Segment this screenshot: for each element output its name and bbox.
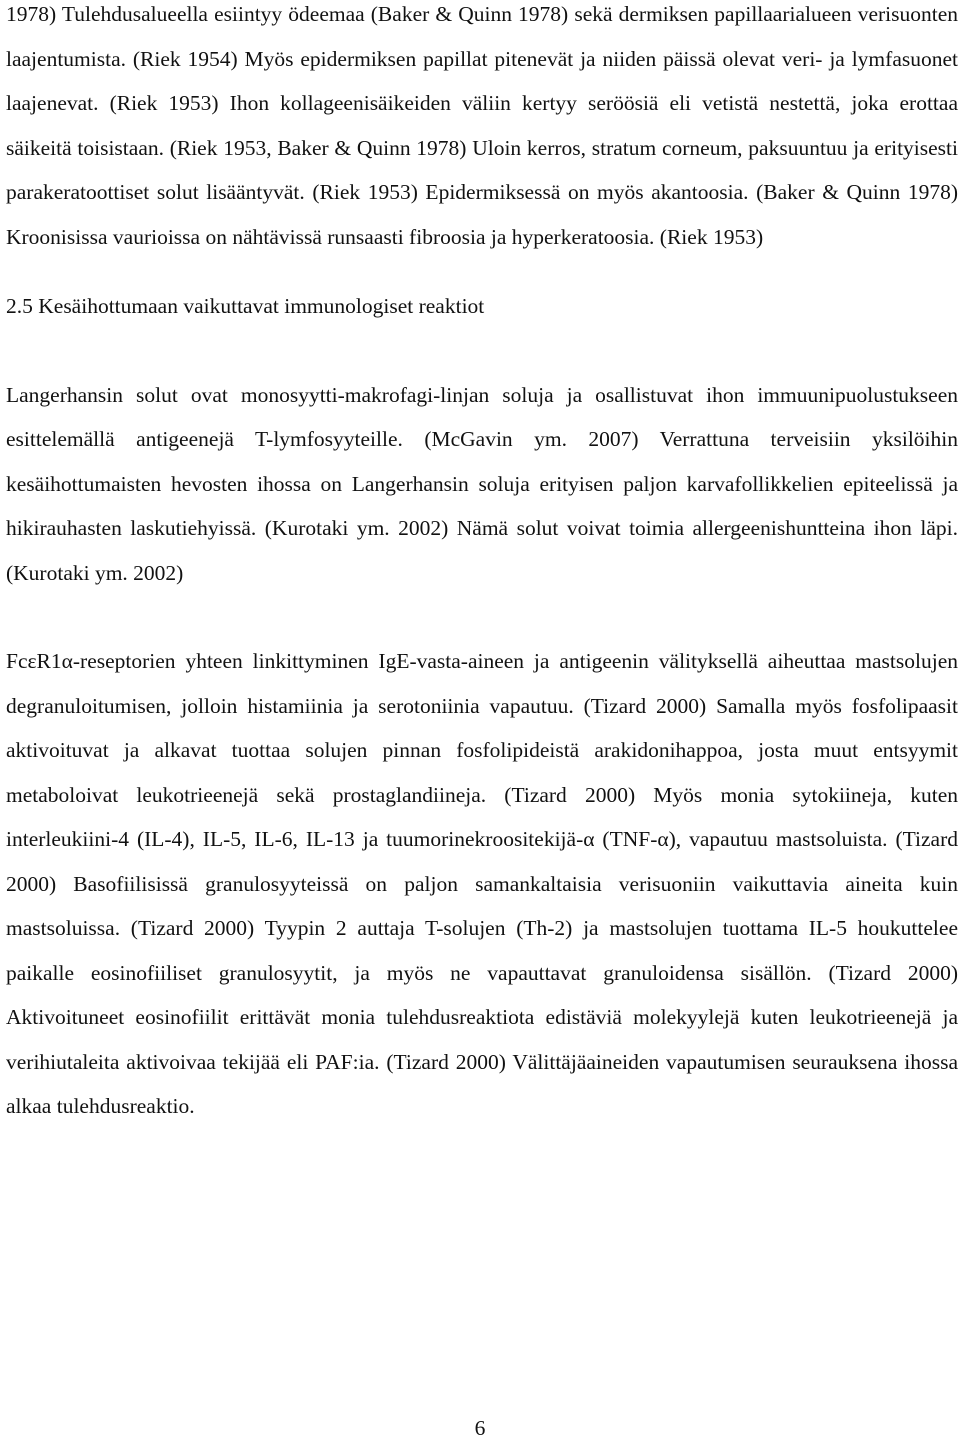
paragraph-langerhans-cells: Langerhansin solut ovat monosyytti-makrofagi-linjan soluja ja osallistuvat ihon immuunipuolustukseen esittelemällä antigeenejä T-lymfosyyteille. (McGavin ym. 2007) Verrattuna terveisiin yksilöihin kesäihottumaisten hevosten ihossa on Langerhansin soluja erityisen paljon karvafollikkelien epiteelissä ja hikirauhasten laskutiehyissä. (Kurotaki ym. 2002) Nämä solut voivat toimia allergeenishuntteina ihon läpi. (Kurotaki ym. 2002) [6, 382, 958, 585]
document-page [6, 0, 958, 1129]
section-heading: 2.5 Kesäihottumaan vaikuttavat immunologiset reaktiot [6, 294, 485, 318]
paragraph-histopathology: 1978) Tulehdusalueella esiintyy ödeemaa (Baker & Quinn 1978) sekä dermiksen papillaarialueen verisuonten laajentumista. (Riek 1954) Myös epidermiksen papillat pitenevät ja niiden päissä olevat veri- ja lymfasuonet laajenevat. (Riek 1953) Ihon kollageenisäikeiden väliin kertyy seröösiä eli vetistä nestettä, joka erottaa säikeitä toisistaan. (Riek 1953, Baker & Quinn 1978) Uloin kerros, stratum corneum, paksuuntuu ja erityisesti parakeratoottiset solut lisääntyvät. (Riek 1953) Epidermiksessä on myös akantoosia. (Baker & Quinn 1978) Kroonisissa vaurioissa on nähtävissä runsaasti fibroosia ja hyperkeratoosia. (Riek 1953) [6, 2, 958, 249]
page-number: 6 [474, 1416, 486, 1440]
paragraph-mast-cell-degranulation: FcεR1α-reseptorien yhteen linkittyminen IgE-vasta-aineen ja antigeenin välityksellä aiheuttaa mastsolujen degranuloitumisen, jolloin histamiinia ja serotoniinia vapautuu. (Tizard 2000) Samalla myös fosfolipaasit aktivoituvat ja alkavat tuottaa solujen pinnan fosfolipideistä arakidonihappoa, josta muut entsyymit metaboloivat leukotrieenejä sekä prostaglandiineja. (Tizard 2000) Myös monia sytokiineja, kuten interleukiini-4 (IL-4), IL-5, IL-6, IL-13 ja tuumorinekroositekijä-α (TNF-α), vapautuu mastsoluista. (Tizard 2000) Basofiilisissä granulosyyteissä on paljon samankaltaisia verisuoniin vaikuttavia aineita kuin mastsoluissa. (Tizard 2000) Tyypin 2 auttaja T-solujen (Th-2) ja mastsolujen tuottama IL-5 houkuttelee paikalle eosinofiiliset granulosyytit, ja myös ne vapauttavat granuloidensa sisällön. (Tizard 2000) Aktivoituneet eosinofiilit erittävät monia tulehdusreaktiota edistäviä molekyylejä kuten leukotrieenejä ja verihiutaleita aktivoivaa tekijää eli PAF:ia. (Tizard 2000) Välittäjäaineiden vapautumisen seurauksena ihossa alkaa tulehdusreaktio. [6, 649, 958, 1118]
